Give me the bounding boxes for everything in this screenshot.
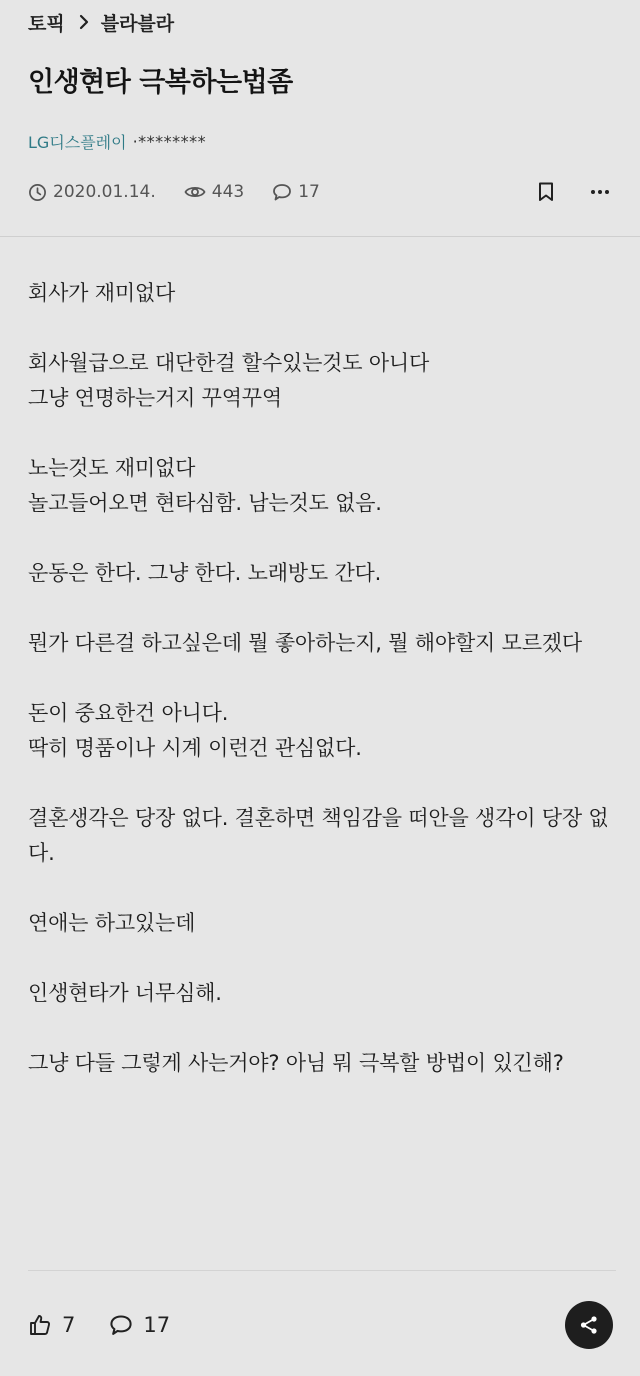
paragraph: 뭔가 다른걸 하고싶은데 뭘 좋아하는지, 뭘 해야할지 모르겠다 — [28, 631, 582, 655]
more-icon — [590, 189, 610, 195]
paragraph: 회사가 재미없다 — [28, 281, 176, 305]
like-button[interactable] — [28, 1313, 75, 1337]
paragraph: 노는것도 재미없다 놀고들어오면 현타심함. 남는것도 없음. — [28, 456, 382, 515]
post-body — [28, 276, 618, 1116]
author-name[interactable]: ·******** — [132, 132, 207, 151]
comment-count — [272, 182, 320, 202]
chevron-right-icon — [79, 14, 89, 30]
breadcrumb — [28, 8, 174, 36]
comment-icon — [109, 1314, 133, 1337]
paragraph: 그냥 다들 그렇게 사는거야? 아님 뭐 극복할 방법이 있긴해? — [28, 1051, 564, 1075]
comment-icon — [272, 183, 292, 202]
breadcrumb-section[interactable]: 토픽 — [28, 12, 65, 35]
eye-icon — [184, 184, 206, 200]
views-text: 443 — [211, 182, 245, 202]
date-text: 2020.01.14. — [53, 182, 156, 202]
paragraph: 돈이 중요한건 아니다. 딱히 명품이나 시계 이런건 관심없다. — [28, 701, 362, 760]
paragraph: 연애는 하고있는데 — [28, 911, 196, 935]
breadcrumb-topic[interactable]: 블라블라 — [100, 12, 175, 35]
like-count: 7 — [62, 1313, 76, 1337]
post-actions — [530, 176, 616, 208]
thumbs-up-icon — [28, 1313, 52, 1337]
clock-icon — [28, 183, 47, 202]
footer-comment-count: 17 — [143, 1313, 171, 1337]
bookmark-icon — [538, 182, 554, 202]
author-row — [28, 130, 206, 153]
more-button[interactable] — [584, 176, 616, 208]
post-date — [28, 182, 156, 202]
share-button[interactable] — [565, 1301, 613, 1349]
paragraph: 인생현타가 너무심해. — [28, 981, 222, 1005]
header-divider — [0, 236, 640, 237]
share-icon — [578, 1314, 600, 1336]
post-title: 인생현타 극복하는법좀 — [28, 67, 293, 98]
company-name[interactable]: LG디스플레이 — [28, 133, 127, 152]
paragraph: 결혼생각은 당장 없다. 결혼하면 책임감을 떠안을 생각이 당장 없다. — [28, 806, 609, 865]
post-meta — [28, 178, 348, 206]
post-footer — [28, 1308, 204, 1342]
paragraph: 운동은 한다. 그냥 한다. 노래방도 간다. — [28, 561, 382, 585]
bookmark-button[interactable] — [530, 176, 562, 208]
view-count — [184, 182, 244, 202]
footer-divider — [28, 1270, 616, 1271]
comments-text: 17 — [298, 182, 320, 202]
comment-button[interactable] — [109, 1313, 170, 1337]
paragraph: 회사월급으로 대단한걸 할수있는것도 아니다 그냥 연명하는거지 꾸역꾸역 — [28, 351, 430, 410]
